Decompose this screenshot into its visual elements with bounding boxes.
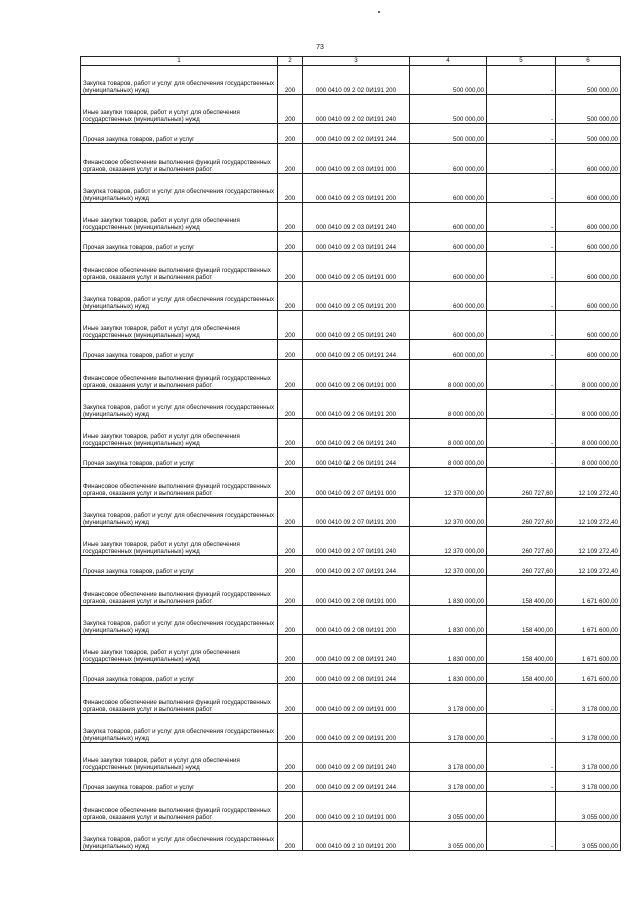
row-change-amount: 158 400,00 xyxy=(487,606,556,635)
row-kbk: 000 0410 09 2 03 0И191 000 xyxy=(303,144,410,174)
row-name: Финансовое обеспечение выполнения функций государственных органов, оказания услуг и выполнения работ xyxy=(81,576,278,606)
row-total-amount: 8 000 000,00 xyxy=(556,390,621,419)
table-row xyxy=(81,468,621,498)
row-change-amount xyxy=(487,792,556,822)
row-total-amount: 500 000,00 xyxy=(556,95,621,124)
row-kbk: 000 0410 09 2 10 0И191 000 xyxy=(303,792,410,822)
row-plan-amount: 3 178 000,00 xyxy=(410,772,487,792)
row-name: Прочая закупка товаров, работ и услуг xyxy=(81,232,278,252)
row-code: 200 xyxy=(278,743,303,772)
row-total-amount: 600 000,00 xyxy=(556,311,621,340)
row-code: 200 xyxy=(278,360,303,390)
row-plan-amount: 1 830 000,00 xyxy=(410,576,487,606)
row-total-amount: 3 055 000,00 xyxy=(556,822,621,851)
row-change-amount: - xyxy=(487,360,556,390)
row-name: Прочая закупка товаров, работ и услуг xyxy=(81,448,278,468)
row-plan-amount: 600 000,00 xyxy=(410,282,487,311)
row-name: Иные закупки товаров, работ и услуг для обеспечения государственных (муниципальных) нужд xyxy=(81,203,278,232)
row-name: Иные закупки товаров, работ и услуг для обеспечения государственных (муниципальных) нужд xyxy=(81,311,278,340)
row-plan-amount: 600 000,00 xyxy=(410,232,487,252)
row-code: 200 xyxy=(278,527,303,556)
row-name: Прочая закупка товаров, работ и услуг xyxy=(81,124,278,144)
column-header-4: 4 xyxy=(410,57,487,66)
row-change-amount: 158 400,00 xyxy=(487,664,556,684)
table-row xyxy=(81,635,621,664)
table-row xyxy=(81,684,621,714)
table-row xyxy=(81,203,621,232)
row-name: Финансовое обеспечение выполнения функций государственных органов, оказания услуг и выполнения работ xyxy=(81,792,278,822)
row-code: 200 xyxy=(278,203,303,232)
row-total-amount: 1 671 600,00 xyxy=(556,606,621,635)
row-plan-amount: 12 370 000,00 xyxy=(410,498,487,527)
row-name: Закупка товаров, работ и услуг для обеспечения государственных (муниципальных) нужд xyxy=(81,282,278,311)
row-name: Прочая закупка товаров. работ и услуг xyxy=(81,772,278,792)
table-row xyxy=(81,772,621,792)
row-name: Иные закупки товаров, работ и услуг для обеспечения государственных (муниципальных) нужд xyxy=(81,95,278,124)
table-row xyxy=(81,340,621,360)
row-change-amount: - xyxy=(487,390,556,419)
row-change-amount: - xyxy=(487,124,556,144)
column-header-5: 5 xyxy=(487,57,556,66)
table-row xyxy=(81,311,621,340)
row-code: 200 xyxy=(278,635,303,664)
column-header-1: 1 xyxy=(81,57,278,66)
row-total-amount: 600 000,00 xyxy=(556,282,621,311)
row-kbk: 000 0410 09 2 08 0И191 200 xyxy=(303,606,410,635)
row-name: Финансовое обеспечение выполнения функций государственных органов, оказания услуг и выполнения работ xyxy=(81,360,278,390)
row-plan-amount: 500 000,00 xyxy=(410,66,487,95)
row-code: 200 xyxy=(278,714,303,743)
table-row xyxy=(81,556,621,576)
column-header-2: 2 xyxy=(278,57,303,66)
row-total-amount: 3 178 000,00 xyxy=(556,772,621,792)
row-plan-amount: 500 000,00 xyxy=(410,124,487,144)
table-row xyxy=(81,174,621,203)
row-change-amount: - xyxy=(487,743,556,772)
row-code: 200 xyxy=(278,66,303,95)
row-total-amount: 3 178 000,00 xyxy=(556,684,621,714)
row-total-amount: 600 000,00 xyxy=(556,252,621,282)
row-kbk: 000 0410 09 2 02 0И191 240 xyxy=(303,95,410,124)
row-kbk: 000 0410 09 2 05 0И191 200 xyxy=(303,282,410,311)
row-kbk: 000 0410 09 2 08 0И191 000 xyxy=(303,576,410,606)
table-row xyxy=(81,360,621,390)
row-change-amount: - xyxy=(487,311,556,340)
row-change-amount: - xyxy=(487,203,556,232)
row-code: 200 xyxy=(278,664,303,684)
table-row xyxy=(81,714,621,743)
table-row xyxy=(81,448,621,468)
row-kbk: 000 0410 09 2 08 0И191 240 xyxy=(303,635,410,664)
row-code: 200 xyxy=(278,282,303,311)
row-name: Финансовое обеспечение выполнения функций государственных органов, оказания услуг и выполнения работ xyxy=(81,252,278,282)
table-row xyxy=(81,606,621,635)
row-change-amount: - xyxy=(487,144,556,174)
row-plan-amount: 8 000 000,00 xyxy=(410,448,487,468)
row-total-amount: 600 000,00 xyxy=(556,203,621,232)
row-code: 200 xyxy=(278,95,303,124)
row-kbk: 000 0410 09 2 07 0И191 200 xyxy=(303,498,410,527)
row-code: 200 xyxy=(278,556,303,576)
row-plan-amount: 3 178 000,00 xyxy=(410,743,487,772)
table-row xyxy=(81,144,621,174)
row-plan-amount: 600 000,00 xyxy=(410,203,487,232)
row-name: Иные закупки товаров, работ и услуг для обеспечения государственных (муниципальных) нужд xyxy=(81,635,278,664)
row-kbk: 000 0410 09 2 09 0И191 200 xyxy=(303,714,410,743)
row-plan-amount: 1 830 000,00 xyxy=(410,664,487,684)
scan-speck xyxy=(378,11,380,13)
row-kbk: 000 0410 09 2 07 0И191 244 xyxy=(303,556,410,576)
table-row xyxy=(81,498,621,527)
table-row xyxy=(81,664,621,684)
row-total-amount: 3 178 000,00 xyxy=(556,743,621,772)
row-name: Прочая закупка товаров, работ и услуг xyxy=(81,556,278,576)
row-total-amount: 500 000,00 xyxy=(556,124,621,144)
row-code: 200 xyxy=(278,232,303,252)
table-row xyxy=(81,124,621,144)
row-plan-amount: 8 000 000,00 xyxy=(410,419,487,448)
row-code: 200 xyxy=(278,390,303,419)
row-kbk: 000 0410 09 2 06 0И191 200 xyxy=(303,390,410,419)
row-code: 200 xyxy=(278,684,303,714)
row-total-amount: 600 000,00 xyxy=(556,340,621,360)
row-code: 200 xyxy=(278,340,303,360)
column-header-6: 6 xyxy=(556,57,621,66)
row-total-amount: 12 109 272,40 xyxy=(556,527,621,556)
row-kbk: 000 0410 09 2 02 0И191 200 xyxy=(303,66,410,95)
row-kbk: 000 0410 09 2 03 0И191 240 xyxy=(303,203,410,232)
table-row xyxy=(81,390,621,419)
row-code: 200 xyxy=(278,792,303,822)
row-name: Закупка товаров, работ и услуг для обеспечения государственных (муниципальных) нужд xyxy=(81,498,278,527)
row-name: Закупка товаров, работ и услуг для обеспечения государственных (муниципальных) нужд xyxy=(81,390,278,419)
row-change-amount: 260 727,60 xyxy=(487,527,556,556)
row-total-amount: 1 671 600,00 xyxy=(556,635,621,664)
row-plan-amount: 600 000,00 xyxy=(410,311,487,340)
budget-table xyxy=(80,56,621,851)
row-name: Закупка товаров, работ и услуг для обеспечения государственных (муниципальных) нужд xyxy=(81,174,278,203)
row-name: Финансовое обеспечение выполнения функций государственных органов, оказания услуг и выполнения работ xyxy=(81,684,278,714)
row-code: 200 xyxy=(278,252,303,282)
row-total-amount: 600 000,00 xyxy=(556,232,621,252)
row-kbk: 000 0410 09 2 05 0И191 240 xyxy=(303,311,410,340)
row-total-amount: 3 178 000,00 xyxy=(556,714,621,743)
table-row xyxy=(81,743,621,772)
row-plan-amount: 3 055 000,00 xyxy=(410,792,487,822)
row-code: 200 xyxy=(278,124,303,144)
row-change-amount: - xyxy=(487,66,556,95)
row-plan-amount: 12 370 000,00 xyxy=(410,468,487,498)
row-name: Прочая закупка товаров, работ и услуг xyxy=(81,340,278,360)
table-row xyxy=(81,792,621,822)
row-plan-amount: 8 000 000,00 xyxy=(410,390,487,419)
table-row xyxy=(81,252,621,282)
row-code: 200 xyxy=(278,448,303,468)
row-total-amount: 600 000,00 xyxy=(556,144,621,174)
row-plan-amount: 12 370 000,00 xyxy=(410,527,487,556)
row-total-amount: 3 055 000,00 xyxy=(556,792,621,822)
row-code: 200 xyxy=(278,822,303,851)
column-header-3: 3 xyxy=(303,57,410,66)
row-total-amount: 1 671 600,00 xyxy=(556,576,621,606)
row-kbk: 000 0410 09 2 06 0И191 240 xyxy=(303,419,410,448)
row-kbk: 000 0410 09 2 05 0И191 244 xyxy=(303,340,410,360)
row-code: 200 xyxy=(278,468,303,498)
row-plan-amount: 3 178 000,00 xyxy=(410,714,487,743)
row-change-amount: - xyxy=(487,419,556,448)
row-total-amount: 12 109 272,40 xyxy=(556,556,621,576)
row-total-amount: 12 109 272,40 xyxy=(556,498,621,527)
row-change-amount: - xyxy=(487,282,556,311)
row-name: Закупка товаров, работ и услуг для обеспечения государственных (муниципальных) нужд xyxy=(81,822,278,851)
row-change-amount: 260 727,60 xyxy=(487,468,556,498)
table-row xyxy=(81,66,621,95)
row-change-amount: 158 400,00 xyxy=(487,576,556,606)
row-code: 200 xyxy=(278,144,303,174)
row-code: 200 xyxy=(278,606,303,635)
row-kbk: 000 0410 09 2 07 0И191 240 xyxy=(303,527,410,556)
table-row xyxy=(81,576,621,606)
row-kbk: 000 0410 09 2 07 0И191 000 xyxy=(303,468,410,498)
table-row xyxy=(81,232,621,252)
row-code: 200 xyxy=(278,419,303,448)
row-change-amount: 260 727,60 xyxy=(487,556,556,576)
row-change-amount: 260 727,60 xyxy=(487,498,556,527)
row-change-amount: - xyxy=(487,174,556,203)
row-kbk: 000 0410 09 2 09 0И191 000 xyxy=(303,684,410,714)
row-plan-amount: 600 000,00 xyxy=(410,252,487,282)
row-kbk: 000 0410 09 2 08 0И191 244 xyxy=(303,664,410,684)
row-kbk: 000 0410 09 2 10 0И191 200 xyxy=(303,822,410,851)
row-kbk: 000 0410 09 2 06 0И191 244 xyxy=(303,448,410,468)
row-plan-amount: 8 000 000,00 xyxy=(410,360,487,390)
row-kbk: 000 0410 09 2 03 0И191 244 xyxy=(303,232,410,252)
table-header-row xyxy=(81,57,621,66)
row-total-amount: 8 000 000,00 xyxy=(556,448,621,468)
row-total-amount: 8 000 000,00 xyxy=(556,419,621,448)
row-plan-amount: 600 000,00 xyxy=(410,340,487,360)
row-change-amount: - xyxy=(487,714,556,743)
table-row xyxy=(81,822,621,851)
row-change-amount: - xyxy=(487,95,556,124)
table-row xyxy=(81,95,621,124)
row-total-amount: 1 671 600,00 xyxy=(556,664,621,684)
row-plan-amount: 500 000,00 xyxy=(410,95,487,124)
table-row xyxy=(81,419,621,448)
row-name: Иные закупки товаров, работ и услуг для обеспечения государственных (муниципальных) нужд xyxy=(81,743,278,772)
row-kbk: 000 0410 09 2 03 0И191 200 xyxy=(303,174,410,203)
page-number: 73 xyxy=(316,44,324,51)
row-plan-amount: 3 055 000,00 xyxy=(410,822,487,851)
row-plan-amount: 1 830 000,00 xyxy=(410,606,487,635)
row-plan-amount: 3 178 000,00 xyxy=(410,684,487,714)
row-name: Закупка товаров, работ и услуг для обеспечения государственных (муниципальных) нужд xyxy=(81,714,278,743)
row-code: 200 xyxy=(278,311,303,340)
row-change-amount: - xyxy=(487,684,556,714)
row-name: Прочая закупка товаров, работ и услуг xyxy=(81,664,278,684)
row-change-amount: - xyxy=(487,822,556,851)
row-code: 200 xyxy=(278,576,303,606)
row-total-amount: 600 000,00 xyxy=(556,174,621,203)
row-kbk: 000 0410 09 2 05 0И191 000 xyxy=(303,252,410,282)
row-plan-amount: 600 000,00 xyxy=(410,174,487,203)
row-code: 200 xyxy=(278,174,303,203)
row-kbk: 000 0410 09 2 06 0И191 000 xyxy=(303,360,410,390)
row-change-amount: 158 400,00 xyxy=(487,635,556,664)
row-name: Финансовое обеспечение выполнения функций государственных органов, оказания услуг и выполнения работ xyxy=(81,144,278,174)
row-name: Иные закупки товаров, работ и услуг для обеспечения государственных (муниципальных) нужд xyxy=(81,527,278,556)
row-total-amount: 12 109 272,40 xyxy=(556,468,621,498)
row-kbk: 000 0410 09 2 09 0И191 240 xyxy=(303,743,410,772)
table-row xyxy=(81,282,621,311)
row-change-amount: - xyxy=(487,340,556,360)
row-name: Закупка товаров, работ и услуг для обеспечения государственных (муниципальных) нужд xyxy=(81,66,278,95)
table-row xyxy=(81,527,621,556)
row-change-amount: - xyxy=(487,448,556,468)
row-plan-amount: 600 000,00 xyxy=(410,144,487,174)
row-plan-amount: 12 370 000,00 xyxy=(410,556,487,576)
row-total-amount: 500 000,00 xyxy=(556,66,621,95)
row-code: 200 xyxy=(278,772,303,792)
row-kbk: 000 0410 09 2 09 0И191 244 xyxy=(303,772,410,792)
row-name: Иные закупки товаров, работ и услуг для обеспечения государственных (муниципальных) нужд xyxy=(81,419,278,448)
row-change-amount: - xyxy=(487,232,556,252)
row-change-amount: - xyxy=(487,772,556,792)
row-name: Финансовое обеспечение выполнения функций государственных органов, оказания услуг и выполнения работ xyxy=(81,468,278,498)
budget-table-body xyxy=(81,57,621,851)
row-plan-amount: 1 830 000,00 xyxy=(410,635,487,664)
row-change-amount: - xyxy=(487,252,556,282)
row-name: Закупка товаров, работ и услуг для обеспечения государственных (муниципальных) нужд xyxy=(81,606,278,635)
row-kbk: 000 0410 09 2 02 0И191 244 xyxy=(303,124,410,144)
row-code: 200 xyxy=(278,498,303,527)
row-total-amount: 8 000 000,00 xyxy=(556,360,621,390)
